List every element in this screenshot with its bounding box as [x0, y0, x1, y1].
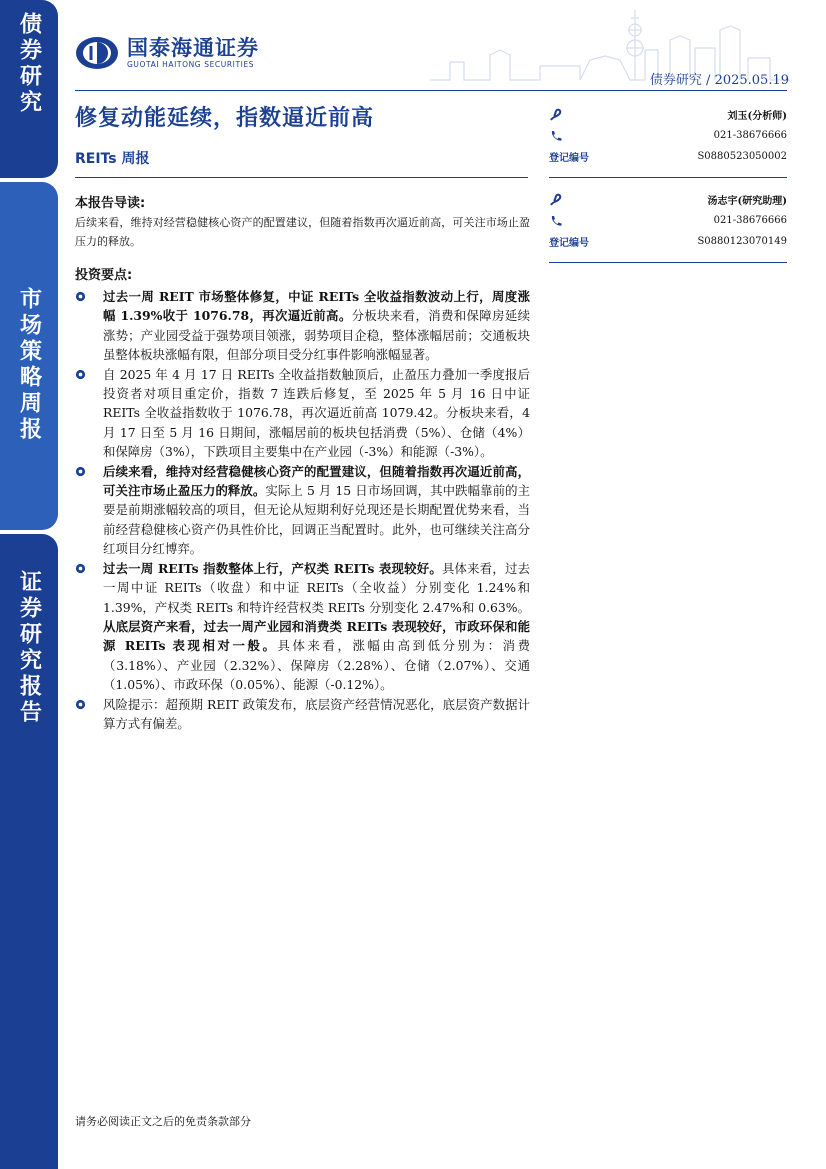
- bullet-icon: [75, 369, 86, 380]
- bullet-icon: [75, 291, 86, 302]
- phone-icon: [549, 214, 563, 228]
- header-divider: [75, 90, 787, 91]
- report-subtitle: REITs 周报: [75, 151, 150, 167]
- sidebar-tab-market-strategy: 市场策略周报: [0, 182, 58, 530]
- list-item: 过去一周 REITs 指数整体上行，产权类 REITs 表现较好。具体来看，过去一周中证 REITs（收盘）和中证 REITs（全收益）分别变化 1.24%和 1.39%，产权类 REITs 和特许经营权类 REITs 分别变化 2.47%和 0.63%。从底层资产来看，过去一周产业园和消费类 REITs 表现较好，市政环保和能源 REITs 表现相对一般。具体来看，涨幅由高到低分别为：消费（3.18%）、产业园（2.32%）、保障房（2.28%）、仓储（2.07%）、交通（1.05%）、市政环保（0.05%）、能源（-0.12%）。: [75, 559, 530, 695]
- analyst-name: 汤志宇(研究助理): [707, 196, 787, 207]
- sidebar-tab-bond-research: 债券研究: [0, 0, 58, 178]
- analyst-phone: 021-38676666: [713, 215, 787, 226]
- subtitle-divider: [75, 177, 528, 178]
- sidebar-tab-securities-report: 证券研究报告: [0, 534, 58, 1169]
- bullet-icon: [75, 563, 86, 574]
- phone-icon: [549, 129, 563, 143]
- bullet-icon: [75, 699, 86, 710]
- analyst-divider: [549, 262, 787, 263]
- registration-number: S0880523050002: [697, 151, 787, 162]
- guide-heading: 本报告导读:: [75, 196, 146, 211]
- guide-body: 后续来看，维持对经营稳健核心资产的配置建议，但随着指数再次逼近前高，可关注市场止盈压力的释放。: [75, 216, 530, 248]
- list-item: 风险提示：超预期 REIT 政策发布，底层资产经营情况恶化，底层资产数据计算方式有偏差。: [75, 695, 530, 734]
- analyst-phone: 021-38676666: [713, 130, 787, 141]
- report-category-date: 债券研究 / 2025.05.19: [649, 73, 789, 88]
- sidebar: [0, 0, 58, 1169]
- analyst-name: 刘玉(分析师): [727, 111, 787, 122]
- registration-label: 登记编号: [549, 238, 589, 249]
- company-logo: [75, 36, 259, 70]
- list-item: 自 2025 年 4 月 17 日 REITs 全收益指数触顶后，止盈压力叠加一季度报后投资者对项目重定价，指数 7 连跌后修复，至 2025 年 5 月 16 日中证 REITs 全收益指数收于 1076.78，再次逼近前高 1079.42。分板块来看，4 月 17 日至 5 月 16 日期间，涨幅居前的板块包括消费（5%）、仓储（4%）和保障房（3%），下跌项目主要集中在产业园（-3%）和能源（-3%）。: [75, 365, 530, 462]
- page-title: 修复动能延续，指数逼近前高: [75, 106, 375, 131]
- analyst-person-icon: [549, 108, 563, 122]
- registration-number: S0880123070149: [697, 236, 787, 247]
- key-points-heading: 投资要点:: [75, 268, 133, 283]
- logo-chinese-name: 国泰海通证券: [127, 36, 259, 60]
- list-item: 过去一周 REIT 市场整体修复，中证 REITs 全收益指数波动上行，周度涨幅 1.39%收于 1076.78，再次逼近前高。分板块来看，消费和保障房延续涨势；产业园受益于强势项目领涨，弱势项目企稳，整体涨幅居前；交通板块虽整体板块涨幅有限，但部分项目受分红事件影响涨幅显著。: [75, 287, 530, 365]
- registration-label: 登记编号: [549, 153, 589, 164]
- logo-english-name: GUOTAI HAITONG SECURITIES: [127, 60, 255, 69]
- disclaimer-footer: 请务必阅读正文之后的免责条款部分: [75, 1115, 251, 1128]
- list-item: 后续来看，维持对经营稳健核心资产的配置建议，但随着指数再次逼近前高，可关注市场止盈压力的释放。实际上 5 月 15 日市场回调，其中跌幅靠前的主要是前期涨幅较高的项目，但无论从短期利好兑现还是长期配置优势来看，当前经营稳健核心资产仍具性价比，回调正当配置时。此外，也可继续关注高分红项目分红博弈。: [75, 462, 530, 559]
- analyst-card: [549, 104, 787, 178]
- analyst-divider: [549, 177, 787, 178]
- analyst-person-icon: [549, 193, 563, 207]
- analyst-card: [549, 189, 787, 263]
- logo-emblem-icon: [75, 36, 119, 70]
- bullet-icon: [75, 466, 86, 477]
- key-points-list: [75, 287, 530, 733]
